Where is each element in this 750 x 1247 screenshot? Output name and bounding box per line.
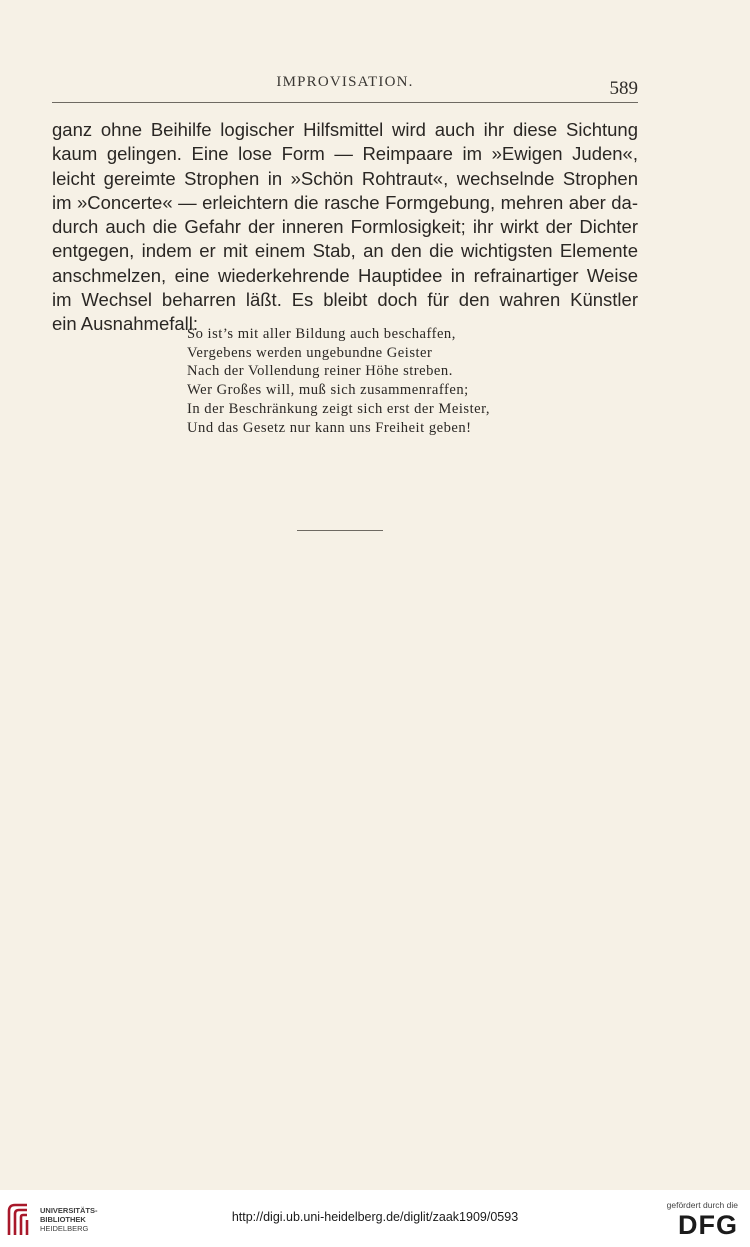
library-name-line: HEIDELBERG: [40, 1223, 89, 1233]
verse-line: In der Beschränkung zeigt sich erst der Meister,: [187, 400, 491, 417]
verse-quotation: [187, 325, 490, 437]
end-rule-divider: [297, 530, 383, 531]
body-line: ganz ohne Beihilfe logischer Hilfsmittel wird auch ihr diese Sichtung: [52, 119, 638, 140]
verse-line: Wer Großes will, muß sich zusammenraffen;: [187, 382, 469, 399]
funding-note: gefördert durch die: [666, 1200, 738, 1210]
running-head: [52, 72, 638, 103]
page-number: 589: [609, 78, 638, 99]
body-line: durch auch die Gefahr der inneren Formlosigkeit; ihr wirkt der Dichter: [52, 216, 638, 238]
body-line: entgegen, indem er mit einem Stab, an den die wichtigsten Elemente: [52, 240, 638, 262]
body-line: ein Ausnahmefall:: [52, 313, 199, 335]
body-line: anschmelzen, eine wiederkehrende Hauptidee in refrainartiger Weise: [52, 264, 638, 286]
body-line: kaum gelingen. Eine lose Form — Reimpaare im »Ewigen Juden«,: [52, 143, 638, 165]
permalink-url[interactable]: http://digi.ub.uni-heidelberg.de/diglit/zaak1909/0593: [231, 1210, 519, 1224]
library-name-line: BIBLIOTHEK: [40, 1214, 86, 1224]
library-name-line: UNIVERSITÄTS-: [40, 1206, 98, 1215]
digitization-footer: [0, 1190, 750, 1247]
body-paragraph: [52, 118, 638, 337]
body-line: im Wechsel beharren läßt. Es bleibt doch für den wahren Künstler: [52, 289, 638, 311]
verse-line: So ist’s mit aller Bildung auch beschaffen,: [187, 326, 456, 342]
verse-line: Und das Gesetz nur kann uns Freiheit geben!: [187, 419, 472, 436]
running-title: IMPROVISATION.: [276, 74, 414, 90]
verse-line: Nach der Vollendung reiner Höhe streben.: [187, 363, 453, 380]
verse-line: Vergebens werden ungebundne Geister: [187, 344, 433, 361]
body-line: im »Concerte« — erleichtern die rasche Formgebung, mehren aber da-: [52, 191, 638, 213]
dfg-logo: DFG: [678, 1210, 738, 1240]
body-line: leicht gereimte Strophen in »Schön Rohtraut«, wechselnde Strophen: [52, 167, 638, 189]
